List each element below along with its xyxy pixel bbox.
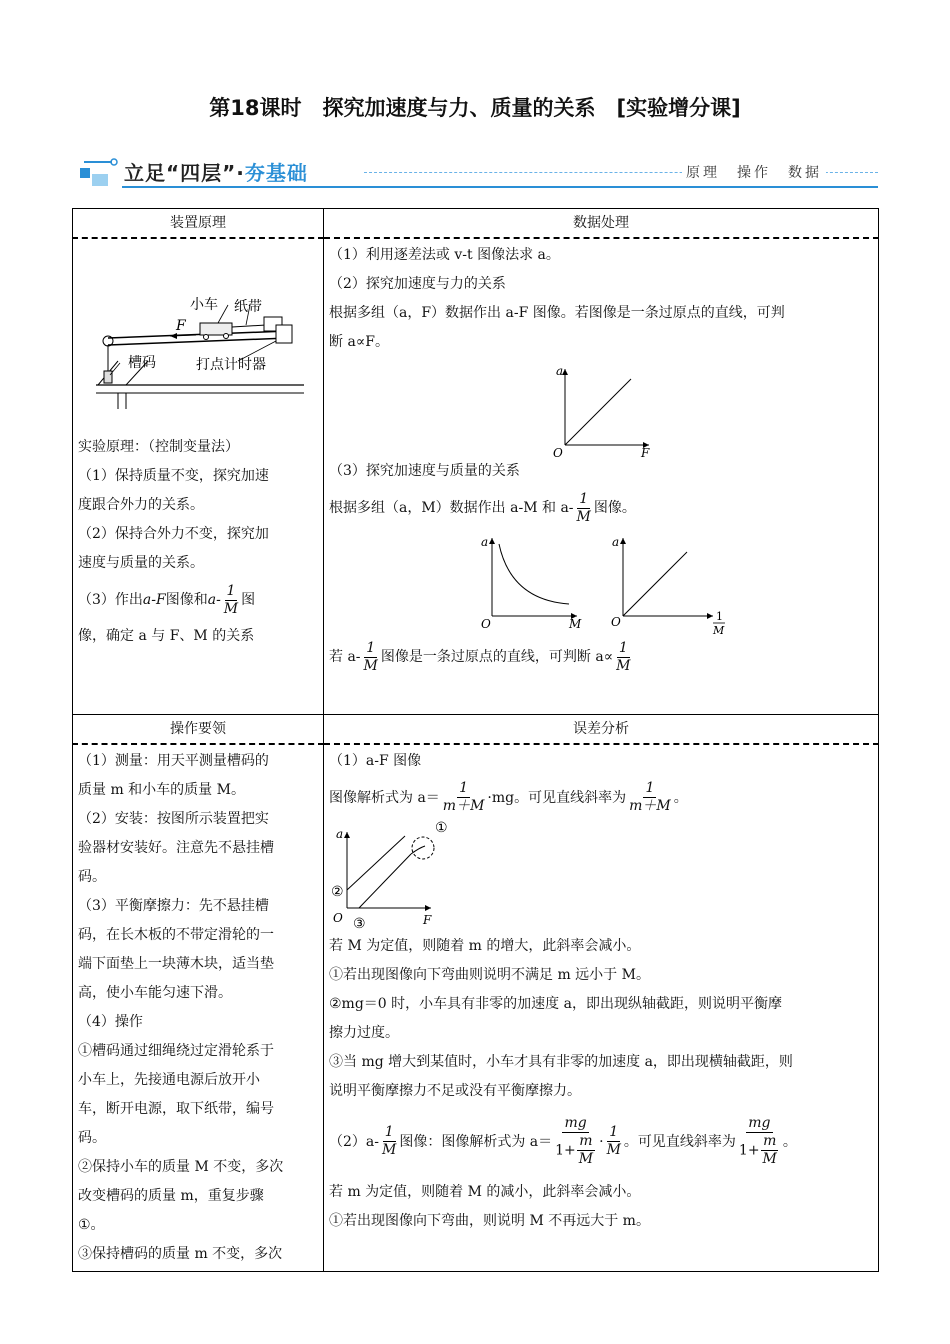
header-operation: 操作要领: [73, 714, 324, 744]
fraction-1-over-M: $\frac{1}{M}$: [576, 490, 591, 525]
axis-a: a: [336, 826, 344, 841]
op-line: （3）平衡摩擦力：先不悬挂槽: [78, 897, 269, 914]
banner-underline: [122, 186, 878, 188]
axis-M: M: [569, 617, 582, 631]
principle-l3b: 速度与质量的关系。: [78, 555, 204, 571]
op-line: （4）操作: [78, 1013, 143, 1030]
label-force: F: [176, 318, 186, 334]
err-line: （2）a- $\frac{1}{M}$ 图像：图像解析式为 a＝ mg 1+ $\frac{m}{M}$ · $\frac{1}{M}$ 。可见直线斜率为 mg 1+ $\frac{m}{M}$ 。: [329, 1115, 797, 1167]
principle-l5: 像，确定 a 与 F、M 的关系: [78, 628, 255, 644]
content-table: [72, 208, 879, 1272]
axis-F: F: [423, 912, 432, 927]
err-line: 说明平衡摩擦力不足或没有平衡摩擦力。: [329, 1082, 581, 1099]
apparatus-figure: [78, 253, 314, 413]
op-line: （2）安装：按图所示装置把实: [78, 810, 269, 827]
axis-F: F: [641, 446, 650, 457]
axis-origin: O: [481, 617, 491, 631]
fraction-mg-over-1-plus-m-over-M: mg 1+ $\frac{m}{M}$: [738, 1115, 777, 1167]
axis-a: a: [481, 535, 489, 549]
graphs-a-M: [329, 530, 869, 634]
graph-error-aF: [329, 820, 469, 932]
label-timer: 打点计时器: [196, 357, 266, 373]
err-line: 图像解析式为 a＝ $\frac{1}{m+M}$ ·mg。可见直线斜率为 $\frac{1}{m+M}$ 。: [329, 780, 688, 814]
axis-origin: O: [333, 910, 343, 925]
fraction-1-over-m-plus-M: $\frac{1}{m+M}$: [629, 780, 671, 814]
label-tape: 纸带: [234, 299, 262, 315]
err-line: 擦力过度。: [329, 1024, 399, 1041]
op-line: ②保持小车的质量 M 不变，多次: [78, 1158, 284, 1175]
principle-cell: [73, 238, 324, 714]
data-l5: （3）探究加速度与质量的关系: [329, 463, 520, 479]
axis-a: a: [612, 535, 620, 549]
data-l6: 根据多组（a，M）数据作出 a-M 和 a- $\frac{1}{M}$ 图像。: [329, 490, 636, 525]
circle-2-label: ②: [331, 883, 344, 900]
data-l3: 根据多组（a，F）数据作出 a-F 图像。若图像是一条过原点的直线，可判: [329, 305, 785, 321]
fraction-mg-over-1-plus-m-over-M: mg 1+ $\frac{m}{M}$: [555, 1115, 594, 1167]
fraction-1-over-M: $\frac{1}{M}$: [223, 582, 239, 617]
err-line: 若 M 为定值，则随着 m 的增大，此斜率会减小。: [329, 937, 641, 954]
axis-M: M: [713, 624, 725, 634]
err-line: （1）a-F 图像: [329, 752, 422, 769]
err-line: ③当 mg 增大到某值时，小车才具有非零的加速度 a，即出现横轴截距，则: [329, 1053, 793, 1070]
fraction-1-over-M: $\frac{1}{M}$: [606, 1124, 621, 1158]
page-title: 第18课时 探究加速度与力、质量的关系 [实验增分课]: [209, 96, 741, 120]
op-line: 码。: [78, 868, 106, 885]
principle-l1: 实验原理：（控制变量法）: [78, 439, 239, 455]
op-line: 质量 m 和小车的质量 M。: [78, 781, 245, 798]
op-line: 验器材安装好。注意先不悬挂槽: [78, 839, 274, 856]
fraction-1-over-M: $\frac{1}{M}$: [616, 639, 631, 674]
principle-l2b: 度跟合外力的关系。: [78, 497, 204, 513]
label-cart: 小车: [190, 297, 218, 313]
op-line: 高，使小车能匀速下滑。: [78, 984, 232, 1001]
header-data: 数据处理: [324, 209, 879, 239]
err-line: ①若出现图像向下弯曲则说明不满足 m 远小于 M。: [329, 966, 650, 983]
data-l4: 断 a∝F。: [329, 334, 389, 350]
banner-tags: 原理 操作 数据: [682, 162, 826, 182]
operation-cell: [73, 744, 324, 1272]
principle-l4: （3）作出a-F图像和a- $\frac{1}{M}$ 图: [78, 582, 256, 617]
op-line: 改变槽码的质量 m，重复步骤: [78, 1187, 264, 1204]
axis-a: a: [556, 364, 564, 378]
data-cell: [324, 238, 879, 714]
axis-one: 1: [716, 610, 723, 623]
data-l1: （1）利用逐差法或 v-t 图像法求 a。: [329, 247, 560, 263]
circle-3-label: ③: [353, 915, 366, 932]
data-l2: （2）探究加速度与力的关系: [329, 276, 506, 292]
fraction-1-over-M: $\frac{1}{M}$: [363, 639, 378, 674]
op-line: 小车上，先接通电源后放开小: [78, 1071, 260, 1088]
err-line: ②mg＝0 时，小车具有非零的加速度 a，即出现纵轴截距，则说明平衡摩: [329, 995, 782, 1012]
err-line: 若 m 为定值，则随着 M 的减小，此斜率会减小。: [329, 1183, 641, 1200]
banner-logo-icon: [74, 152, 124, 192]
op-line: ①。: [78, 1216, 105, 1233]
fraction-1-over-m-plus-M: $\frac{1}{m+M}$: [442, 780, 485, 814]
header-error: 误差分析: [324, 714, 879, 744]
principle-l2a: （1）保持质量不变，探究加速: [78, 468, 269, 484]
graph-a-F: [329, 357, 869, 457]
label-weight: 槽码: [128, 355, 156, 371]
err-line: ①若出现图像向下弯曲，则说明 M 不再远大于 m。: [329, 1212, 650, 1229]
fraction-1-over-M: $\frac{1}{M}$: [381, 1124, 397, 1158]
axis-origin: O: [553, 446, 563, 457]
op-line: 码，在长木板的不带定滑轮的一: [78, 926, 274, 943]
op-line: ③保持槽码的质量 m 不变，多次: [78, 1245, 283, 1262]
banner-title: 立足“四层”·夯基础: [124, 161, 308, 185]
header-principle: 装置原理: [73, 209, 324, 239]
section-banner: [74, 152, 878, 192]
op-line: （1）测量：用天平测量槽码的: [78, 752, 269, 769]
op-line: ①槽码通过细绳绕过定滑轮系于: [78, 1042, 274, 1059]
error-cell: [324, 744, 879, 1272]
op-line: 车，断开电源，取下纸带，编号: [78, 1100, 274, 1117]
axis-origin: O: [611, 615, 621, 629]
op-line: 端下面垫上一块薄木块，适当垫: [78, 955, 274, 972]
data-l7: 若 a- $\frac{1}{M}$ 图像是一条过原点的直线，可判断 a∝ $\frac{1}{M}$: [329, 639, 631, 674]
op-line: 码。: [78, 1129, 106, 1146]
principle-l3a: （2）保持合外力不变，探究加: [78, 526, 269, 542]
circle-1-label: ①: [435, 819, 448, 836]
